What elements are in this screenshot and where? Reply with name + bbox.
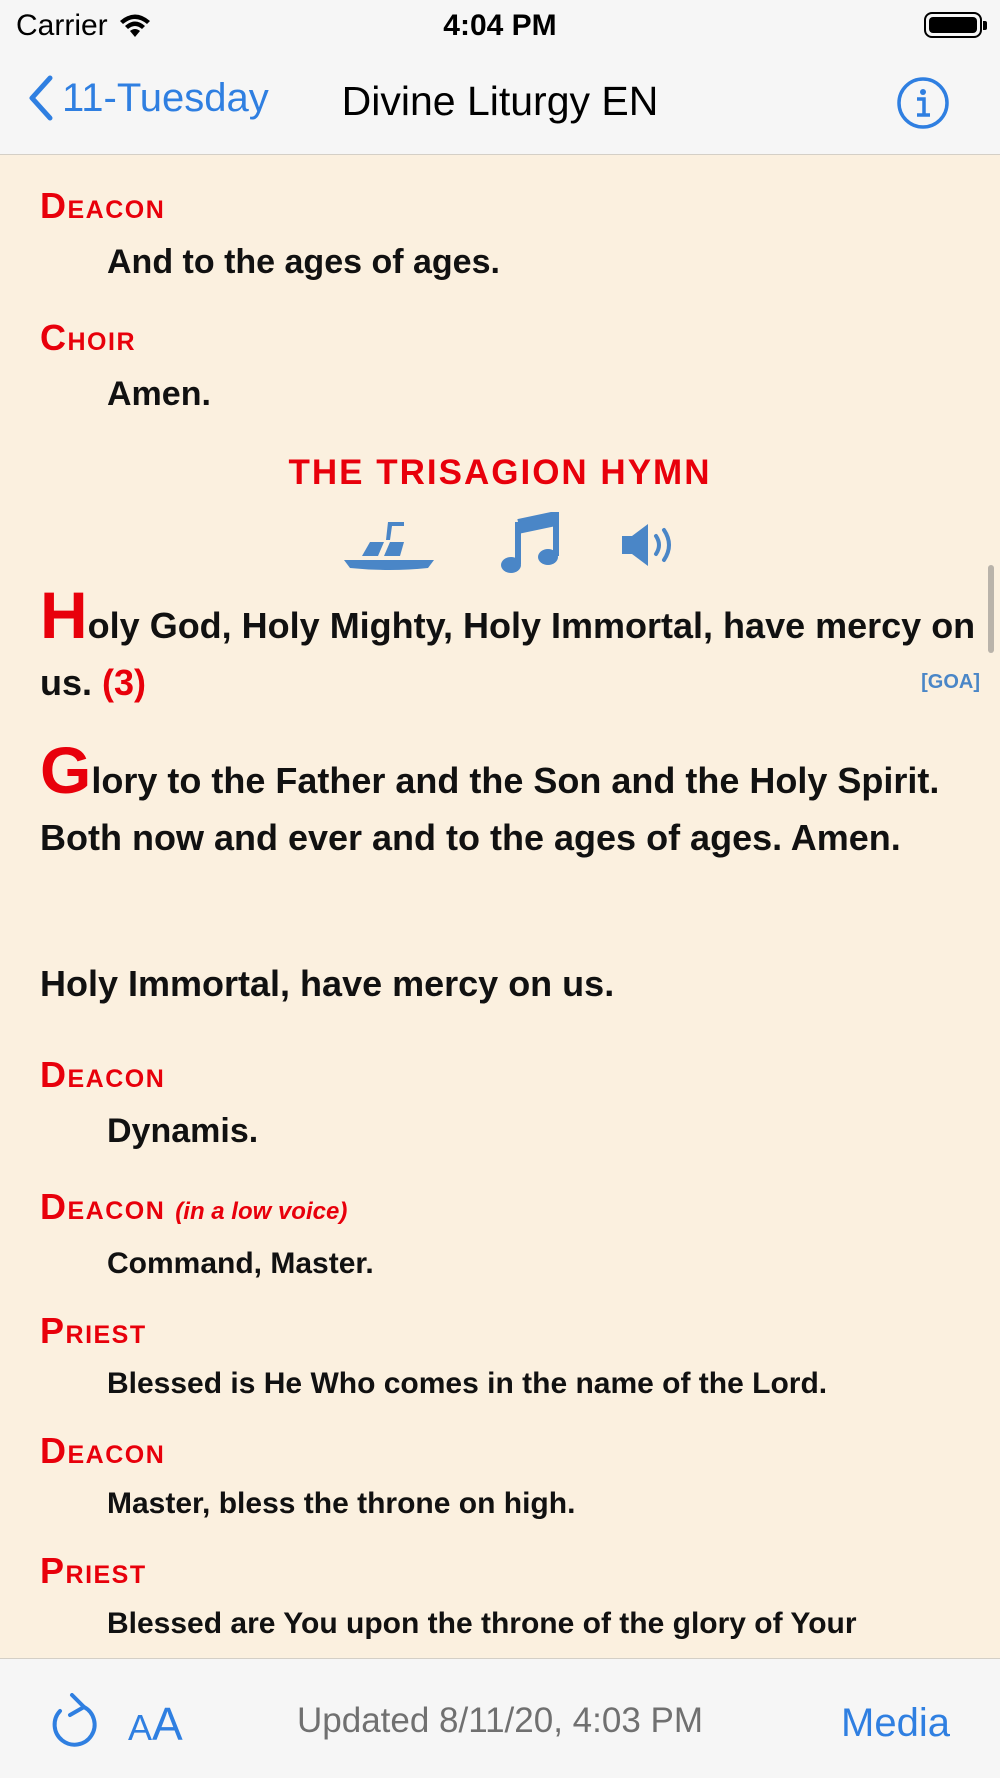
speech-line: Dynamis.	[107, 1112, 259, 1150]
role-label-deacon: Deacon	[40, 1430, 166, 1471]
drop-cap: G	[40, 733, 92, 807]
role-label-deacon: Deacon	[40, 185, 166, 226]
hymn-paragraph	[40, 733, 980, 866]
liturgy-text[interactable]	[0, 155, 1000, 1658]
boat-icon[interactable]	[344, 516, 438, 574]
music-note-icon[interactable]	[500, 512, 560, 576]
rubric-note: (in a low voice)	[175, 1198, 348, 1225]
info-icon[interactable]	[896, 76, 950, 130]
speech-line: Command, Master.	[107, 1247, 374, 1280]
hymn-paragraph: Holy Immortal, have mercy on us.	[40, 963, 615, 1004]
role-label-priest: Priest	[40, 1550, 147, 1591]
role-label-priest: Priest	[40, 1310, 147, 1351]
hymn-text: lory to the Father and the Son and the Holy Spirit. Both now and ever and to the ages of ages. Amen.	[40, 760, 940, 858]
back-label: 11-Tuesday	[62, 75, 269, 120]
bottom-toolbar	[0, 1658, 1000, 1778]
role-label-deacon	[40, 1186, 347, 1228]
media-icons	[340, 510, 680, 580]
hymn-paragraph	[40, 578, 980, 711]
role-label-choir: Choir	[40, 317, 136, 358]
navigation-bar	[0, 54, 1000, 155]
speaker-icon[interactable]	[620, 522, 680, 568]
battery-icon	[924, 12, 982, 38]
repeat-marker: (3)	[102, 662, 147, 703]
speech-line: And to the ages of ages.	[107, 243, 500, 281]
small-a-glyph: A	[128, 1707, 153, 1748]
source-link[interactable]: [GOA]	[921, 671, 980, 693]
hymn-text: oly God, Holy Mighty, Holy Immortal, have mercy on us.	[40, 605, 976, 703]
scroll-indicator[interactable]	[988, 565, 994, 653]
drop-cap: H	[40, 578, 88, 652]
carrier-label: Carrier	[16, 9, 108, 42]
section-title: THE TRISAGION HYMN	[288, 453, 712, 492]
role-name: Deacon	[40, 1186, 166, 1227]
page-title: Divine Liturgy EN	[341, 78, 659, 124]
speech-line: Amen.	[107, 375, 211, 413]
status-bar	[0, 0, 1000, 54]
speech-line: Master, bless the throne on high.	[107, 1487, 576, 1520]
speech-line: Blessed are You upon the throne of the glory of Your	[107, 1607, 857, 1640]
role-label-deacon: Deacon	[40, 1054, 166, 1095]
updated-status: Updated 8/11/20, 4:03 PM	[296, 1701, 704, 1740]
media-button[interactable]: Media	[841, 1701, 950, 1745]
status-time: 4:04 PM	[443, 9, 557, 42]
large-a-glyph: A	[152, 1698, 183, 1750]
speech-line: Blessed is He Who comes in the name of the Lord.	[107, 1367, 828, 1400]
